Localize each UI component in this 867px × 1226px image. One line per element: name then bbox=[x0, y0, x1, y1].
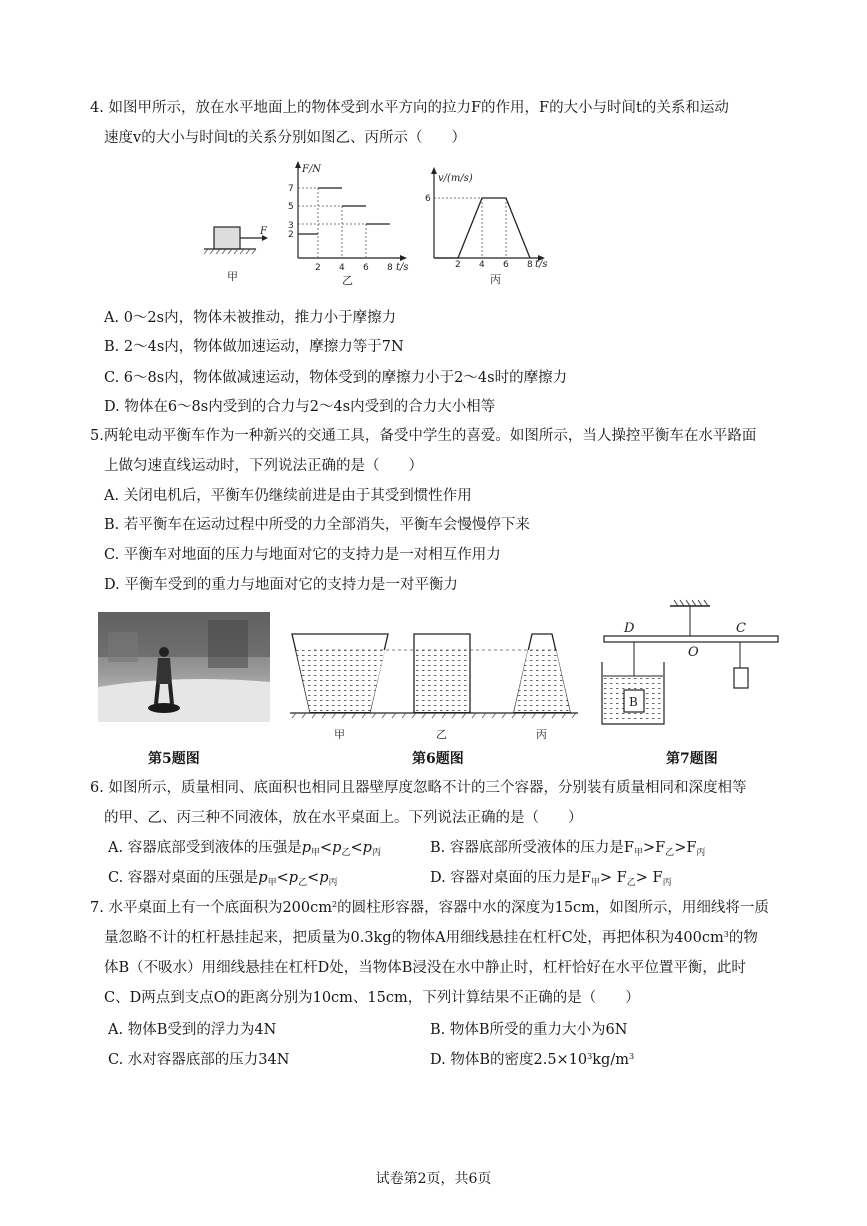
x-tick-6: 6 bbox=[363, 263, 369, 273]
label-jia: 甲 bbox=[334, 728, 345, 741]
q5-option-b[interactable]: B. 若平衡车在运动过程中所受的力全部消失，平衡车会慢慢停下来 bbox=[104, 517, 530, 533]
fig-jia-label: 甲 bbox=[227, 270, 238, 283]
q5-line2: 上做匀速直线运动时，下列说法正确的是（ ） bbox=[104, 458, 423, 474]
q4-line2: 速度v的大小与时间t的关系分别如图乙、丙所示（ ） bbox=[104, 130, 467, 146]
point-c: C bbox=[736, 621, 746, 636]
x-tick-8: 8 bbox=[387, 263, 393, 273]
block bbox=[214, 227, 240, 249]
q7-option-b[interactable]: B. 物体B所受的重力大小为6N bbox=[430, 1022, 628, 1038]
q5-photo bbox=[98, 612, 270, 722]
q6-option-a[interactable]: A. 容器底部受到液体的压强是$p_甲<p_乙<p_丙$ bbox=[108, 840, 381, 858]
figure6-caption: 第6题图 bbox=[412, 751, 464, 767]
lever-bar bbox=[604, 636, 778, 642]
q7-lever-figure bbox=[598, 596, 784, 738]
rider-body bbox=[156, 658, 172, 684]
q6-containers-figure bbox=[290, 628, 578, 744]
figure5-caption: 第5题图 bbox=[148, 751, 200, 767]
balance-car bbox=[148, 703, 180, 713]
q5-option-a[interactable]: A. 关闭电机后，平衡车仍继续前进是由于其受到惯性作用 bbox=[104, 488, 472, 504]
q7-line3: 体B（不吸水）用细线悬挂在杠杆D处，当物体B浸没在水中静止时，杠杆恰好在水平位置平衡，此时 bbox=[104, 960, 746, 976]
y-axis-label: F/N bbox=[302, 164, 322, 175]
x-tick-8: 8 bbox=[527, 260, 533, 270]
q7-line4: C、D两点到支点O的距离分别为10cm、15cm，下列计算结果不正确的是（ ） bbox=[104, 990, 640, 1006]
x-tick-2: 2 bbox=[455, 260, 461, 270]
q4-option-a[interactable]: A. 0～2s内，物体未被推动，推力小于摩擦力 bbox=[104, 310, 397, 326]
y-tick-3: 3 bbox=[288, 221, 294, 231]
fig-yi-label: 乙 bbox=[342, 274, 353, 287]
y-tick-7: 7 bbox=[288, 184, 294, 194]
q4-option-c[interactable]: C. 6～8s内，物体做减速运动，物体受到的摩擦力小于2～4s时的摩擦力 bbox=[104, 370, 568, 386]
x-tick-2: 2 bbox=[315, 263, 321, 273]
label-bing: 丙 bbox=[536, 728, 547, 741]
q5-line1: 5.两轮电动平衡车作为一种新兴的交通工具，备受中学生的喜爱。如图所示，当人操控平衡车在水平路面 bbox=[90, 428, 757, 444]
q6-line1: 6. 如图所示，质量相同、底面积也相同且器壁厚度忽略不计的三个容器，分别装有质量相同和深度相等 bbox=[90, 780, 747, 796]
q6-option-b[interactable]: B. 容器底部所受液体的压力是$F_甲>F_乙>F_丙$ bbox=[430, 840, 706, 858]
object-a bbox=[734, 668, 748, 688]
q4-figure-jia bbox=[200, 218, 280, 288]
q4-option-d[interactable]: D. 物体在6～8s内受到的合力与2～4s内受到的合力大小相等 bbox=[104, 399, 496, 415]
rider-head bbox=[159, 647, 169, 657]
x-tick-6: 6 bbox=[503, 260, 509, 270]
page-footer: 试卷第2页，共6页 bbox=[375, 1171, 492, 1187]
q5-option-c[interactable]: C. 平衡车对地面的压力与地面对它的支持力是一对相互作用力 bbox=[104, 547, 501, 563]
q4-figure-bing bbox=[424, 165, 554, 289]
y-tick-5: 5 bbox=[288, 202, 294, 212]
q4-figure-yi bbox=[276, 158, 416, 288]
x-tick-4: 4 bbox=[339, 263, 345, 273]
y-tick-6: 6 bbox=[425, 194, 431, 204]
q6-line2: 的甲、乙、丙三种不同液体，放在水平桌面上。下列说法正确的是（ ） bbox=[104, 810, 583, 826]
y-tick-2: 2 bbox=[288, 230, 294, 240]
x-tick-4: 4 bbox=[479, 260, 485, 270]
q4-option-b[interactable]: B. 2～4s内，物体做加速运动，摩擦力等于7N bbox=[104, 339, 404, 355]
x-axis-label: t/s bbox=[396, 262, 409, 273]
point-d: D bbox=[624, 621, 635, 636]
q7-option-d[interactable]: D. 物体B的密度$2.5\times 10^3kg/m^3$ bbox=[430, 1052, 635, 1068]
force-label: F bbox=[260, 226, 267, 237]
figure7-caption: 第7题图 bbox=[666, 751, 718, 767]
q7-option-a[interactable]: A. 物体B受到的浮力为4N bbox=[108, 1022, 277, 1038]
y-axis-label: v/(m/s) bbox=[438, 173, 473, 184]
q5-option-d[interactable]: D. 平衡车受到的重力与地面对它的支持力是一对平衡力 bbox=[104, 577, 458, 593]
q7-line1: 7. 水平桌面上有一个底面积为$200cm^2$的圆柱形容器，容器中水的深度为15cm，如图所示，用细线将一质 bbox=[90, 900, 769, 916]
q6-option-d[interactable]: D. 容器对桌面的压力是$F_甲> F_乙> F_丙$ bbox=[430, 870, 672, 888]
fig-bing-label: 丙 bbox=[490, 273, 501, 286]
point-o: O bbox=[688, 645, 699, 660]
label-yi: 乙 bbox=[436, 728, 447, 741]
x-axis-label: t/s bbox=[535, 259, 548, 270]
q7-line2: 量忽略不计的杠杆悬挂起来，把质量为0.3kg的物体A用细线悬挂在杠杆C处，再把体积为$400cm^3$的物 bbox=[104, 930, 758, 946]
label-b: B bbox=[629, 695, 638, 709]
q7-option-c[interactable]: C. 水对容器底部的压力34N bbox=[108, 1052, 290, 1068]
q6-option-c[interactable]: C. 容器对桌面的压强是$p_甲<p_乙<p_丙$ bbox=[108, 870, 338, 888]
q4-line1: 4. 如图甲所示，放在水平地面上的物体受到水平方向的拉力F的作用，F的大小与时间t的关系和运动 bbox=[90, 100, 729, 116]
